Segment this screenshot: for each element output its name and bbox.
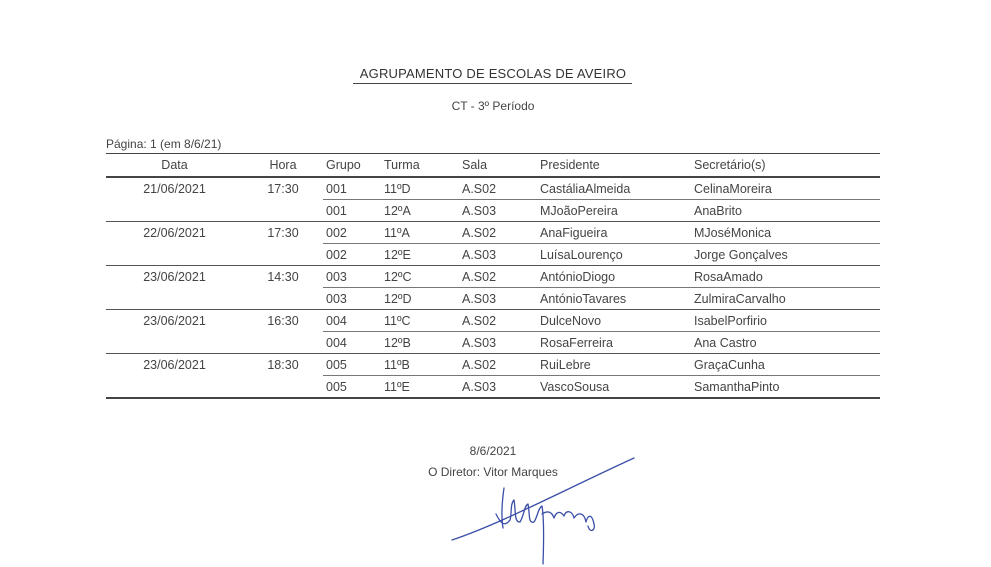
table-row — [106, 332, 880, 354]
session-date: 23/06/2021 — [106, 266, 243, 288]
schedule-table — [106, 153, 880, 399]
session-time: 16:30 — [243, 310, 323, 332]
signature-date: 8/6/2021 — [469, 444, 517, 458]
cell-turma: 11ºA — [384, 222, 462, 244]
cell-presidente: RuiLebre — [540, 354, 694, 376]
table-row — [106, 376, 880, 399]
session-time: 18:30 — [243, 354, 323, 376]
cell-empty — [243, 244, 323, 266]
cell-empty — [243, 288, 323, 310]
cell-presidente: RosaFerreira — [540, 332, 694, 354]
cell-presidente: VascoSousa — [540, 376, 694, 399]
table-header-row — [106, 154, 880, 178]
cell-grupo-value: 003 — [326, 291, 347, 306]
column-header-sala: Sala — [462, 154, 540, 178]
table-row — [106, 310, 880, 332]
cell-grupo — [323, 376, 384, 399]
cell-presidente: AntónioTavares — [540, 288, 694, 310]
session-time: 17:30 — [243, 177, 323, 200]
cell-secretario: ZulmiraCarvalho — [694, 288, 880, 310]
table-row — [106, 288, 880, 310]
cell-sala: A.S02 — [462, 266, 540, 288]
table-row — [106, 354, 880, 376]
cell-grupo-value: 004 — [326, 335, 347, 350]
table-row — [106, 222, 880, 244]
document-subtitle: CT - 3º Período — [451, 99, 535, 113]
session-date: 23/06/2021 — [106, 354, 243, 376]
table-row — [106, 244, 880, 266]
cell-secretario: SamanthaPinto — [694, 376, 880, 399]
table-row — [106, 177, 880, 200]
cell-turma: 12ºB — [384, 332, 462, 354]
cell-turma: 11ºE — [384, 376, 462, 399]
cell-secretario: IsabelPorfirio — [694, 310, 880, 332]
cell-sala: A.S02 — [462, 177, 540, 200]
column-header-turma: Turma — [384, 154, 462, 178]
cell-grupo — [323, 200, 384, 222]
cell-grupo — [323, 288, 384, 310]
cell-empty — [106, 288, 243, 310]
cell-grupo-value: 004 — [326, 313, 347, 328]
column-header-secretario: Secretário(s) — [694, 154, 880, 178]
director-name: O Diretor: Vitor Marques — [428, 465, 558, 479]
cell-sala: A.S03 — [462, 244, 540, 266]
cell-grupo — [323, 177, 384, 200]
cell-grupo-value: 002 — [326, 247, 347, 262]
cell-sala: A.S03 — [462, 288, 540, 310]
cell-turma: 12ºC — [384, 266, 462, 288]
table-row — [106, 266, 880, 288]
cell-secretario: MJoséMonica — [694, 222, 880, 244]
cell-presidente: CastáliaAlmeida — [540, 177, 694, 200]
cell-grupo — [323, 354, 384, 376]
cell-empty — [243, 200, 323, 222]
cell-turma: 11ºD — [384, 177, 462, 200]
cell-presidente: MJoãoPereira — [540, 200, 694, 222]
cell-sala: A.S02 — [462, 310, 540, 332]
cell-grupo — [323, 332, 384, 354]
cell-grupo-value: 001 — [326, 181, 347, 196]
cell-empty — [243, 376, 323, 399]
cell-grupo-value: 003 — [326, 269, 347, 284]
document-title: AGRUPAMENTO DE ESCOLAS DE AVEIRO — [359, 66, 627, 81]
cell-empty — [106, 244, 243, 266]
cell-presidente: LuísaLourenço — [540, 244, 694, 266]
cell-grupo — [323, 266, 384, 288]
cell-empty — [106, 376, 243, 399]
cell-empty — [106, 200, 243, 222]
cell-sala: A.S02 — [462, 354, 540, 376]
cell-grupo — [323, 310, 384, 332]
cell-presidente: AntónioDiogo — [540, 266, 694, 288]
cell-grupo — [323, 222, 384, 244]
cell-empty — [106, 332, 243, 354]
cell-secretario: RosaAmado — [694, 266, 880, 288]
page-info: Página: 1 (em 8/6/21) — [106, 137, 222, 151]
cell-sala: A.S02 — [462, 222, 540, 244]
cell-empty — [243, 332, 323, 354]
cell-grupo-value: 005 — [326, 379, 347, 394]
cell-secretario: CelinaMoreira — [694, 177, 880, 200]
cell-secretario: AnaBrito — [694, 200, 880, 222]
table-row — [106, 200, 880, 222]
cell-turma: 12ºA — [384, 200, 462, 222]
cell-secretario: GraçaCunha — [694, 354, 880, 376]
session-date: 22/06/2021 — [106, 222, 243, 244]
column-header-grupo — [323, 154, 384, 178]
cell-grupo-value: 005 — [326, 357, 347, 372]
title-underline — [353, 83, 632, 84]
cell-presidente: DulceNovo — [540, 310, 694, 332]
cell-secretario: Jorge Gonçalves — [694, 244, 880, 266]
session-time: 14:30 — [243, 266, 323, 288]
column-header-grupo-label: Grupo — [326, 158, 361, 172]
cell-turma: 11ºB — [384, 354, 462, 376]
cell-presidente: AnaFigueira — [540, 222, 694, 244]
column-header-hora: Hora — [243, 154, 323, 178]
column-header-data: Data — [106, 154, 243, 178]
director-signature — [440, 452, 640, 567]
cell-sala: A.S03 — [462, 376, 540, 399]
cell-sala: A.S03 — [462, 332, 540, 354]
cell-sala: A.S03 — [462, 200, 540, 222]
session-date: 23/06/2021 — [106, 310, 243, 332]
column-header-presidente: Presidente — [540, 154, 694, 178]
cell-grupo — [323, 244, 384, 266]
cell-secretario: Ana Castro — [694, 332, 880, 354]
cell-grupo-value: 002 — [326, 225, 347, 240]
cell-turma: 12ºE — [384, 244, 462, 266]
session-time: 17:30 — [243, 222, 323, 244]
session-date: 21/06/2021 — [106, 177, 243, 200]
cell-turma: 11ºC — [384, 310, 462, 332]
cell-turma: 12ºD — [384, 288, 462, 310]
cell-grupo-value: 001 — [326, 203, 347, 218]
